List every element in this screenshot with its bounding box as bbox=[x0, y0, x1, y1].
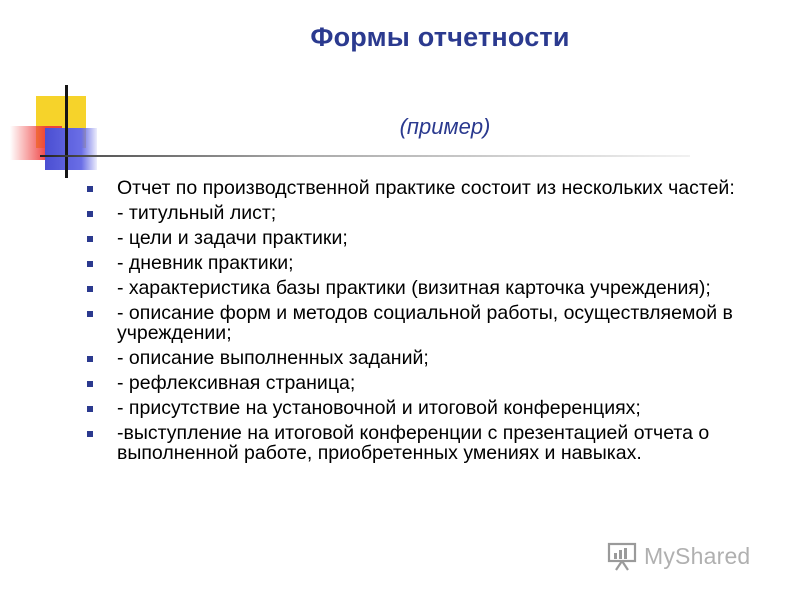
list-item-text: - характеристика базы практики (визитная карточка учреждения); bbox=[117, 277, 711, 299]
list-item bbox=[87, 203, 787, 223]
list-item bbox=[87, 348, 787, 368]
bullet-square-icon bbox=[87, 211, 93, 217]
list-item bbox=[87, 228, 787, 248]
list-item-text: - цели и задачи практики; bbox=[117, 227, 348, 249]
bullet-list bbox=[87, 178, 787, 468]
bullet-square-icon bbox=[87, 311, 93, 317]
bullet-square-icon bbox=[87, 406, 93, 412]
list-item-text: - описание форм и методов социальной работы, осуществляемой в учреждении; bbox=[117, 302, 733, 344]
list-item bbox=[87, 278, 787, 298]
list-item-text: - титульный лист; bbox=[117, 202, 277, 224]
list-item-text: -выступление на итоговой конференции с презентацией отчета о выполненной работе, приобретенных умениях и навыках. bbox=[117, 422, 710, 464]
list-item bbox=[87, 373, 787, 393]
list-item bbox=[87, 253, 787, 273]
bullet-square-icon bbox=[87, 356, 93, 362]
list-item-text: - дневник практики; bbox=[117, 252, 294, 274]
bullet-square-icon bbox=[87, 381, 93, 387]
slide-subtitle: (пример) bbox=[399, 114, 491, 139]
list-item bbox=[87, 303, 787, 343]
myshared-watermark bbox=[606, 536, 776, 576]
list-item bbox=[87, 423, 787, 463]
watermark-text: MyShared bbox=[644, 542, 751, 569]
list-item-text: - описание выполненных заданий; bbox=[117, 347, 429, 369]
bullet-square-icon bbox=[87, 186, 93, 192]
list-item-text: - рефлексивная страница; bbox=[117, 372, 356, 394]
slide-title: Формы отчетности bbox=[310, 22, 570, 52]
bullet-square-icon bbox=[87, 236, 93, 242]
bullet-square-icon bbox=[87, 286, 93, 292]
bullet-square-icon bbox=[87, 261, 93, 267]
list-item-text: - присутствие на установочной и итоговой конференциях; bbox=[117, 397, 641, 419]
presentation-board-icon bbox=[606, 540, 638, 572]
list-item-text: Отчет по производственной практике состоит из нескольких частей: bbox=[117, 177, 735, 199]
list-item bbox=[87, 178, 787, 198]
bullet-square-icon bbox=[87, 431, 93, 437]
list-item bbox=[87, 398, 787, 418]
decorative-horizontal-rule bbox=[40, 155, 690, 157]
